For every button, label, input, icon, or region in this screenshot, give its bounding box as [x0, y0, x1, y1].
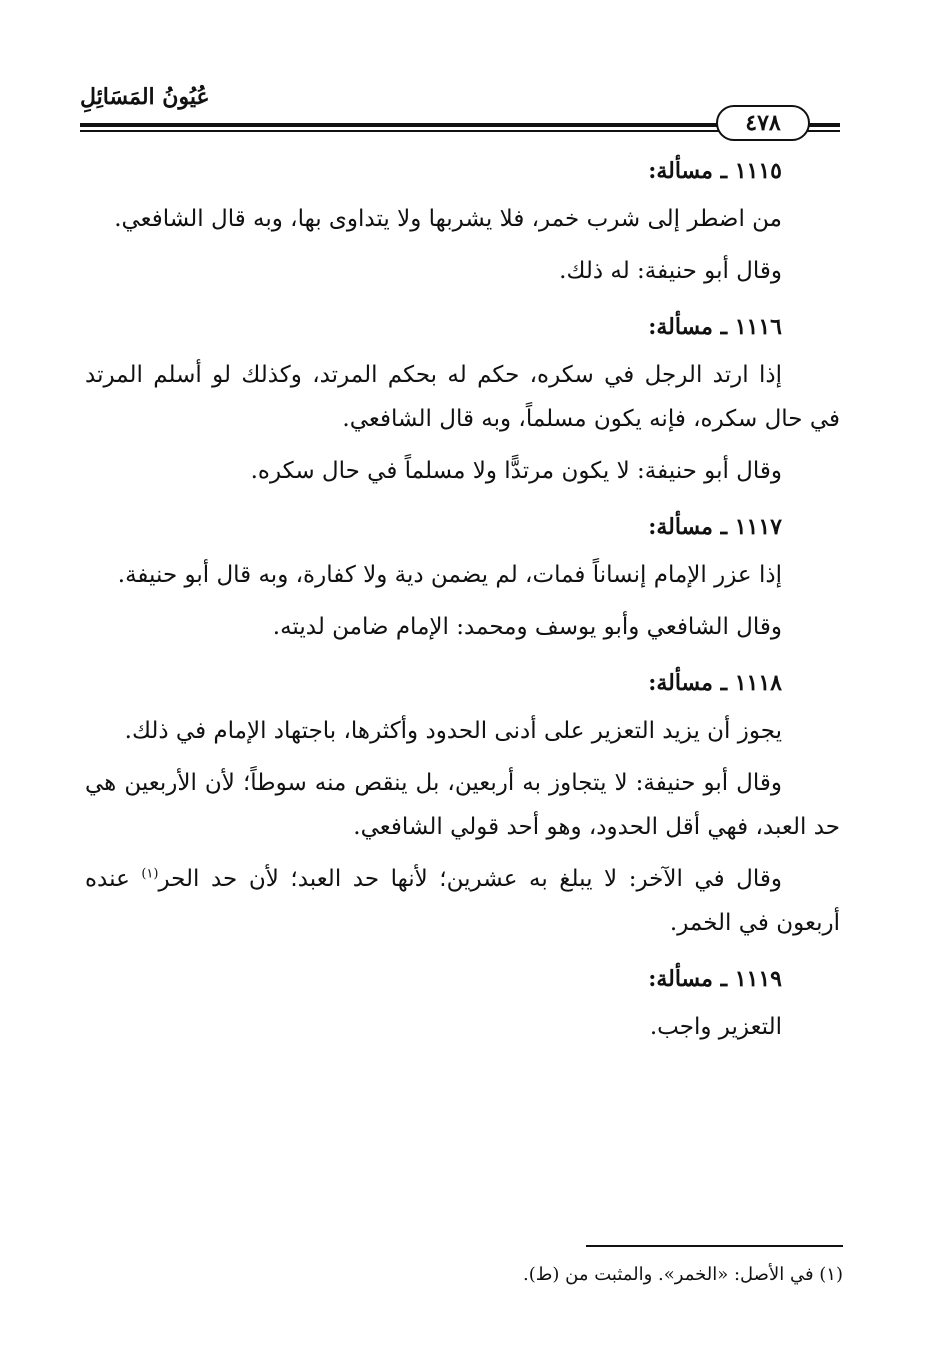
- paragraph: إذا ارتد الرجل في سكره، حكم له بحكم المرتد، وكذلك لو أسلم المرتد في حال سكره، فإنه يكون مسلماً، وبه قال الشافعي.: [85, 362, 840, 432]
- page-number: ٤٧٨: [716, 105, 810, 141]
- main-text: [85, 145, 840, 1057]
- footnote: (١) في الأصل: «الخمر». والمثبت من (ط).: [523, 1264, 843, 1285]
- paragraph: التعزير واجب.: [649, 1014, 782, 1040]
- paragraph-text: وقال في الآخر: لا يبلغ به عشرين؛ لأنها حد العبد؛ لأن حد الحر: [158, 866, 782, 892]
- paragraph: من اضطر إلى شرب خمر، فلا يشربها ولا يتداوى بها، وبه قال الشافعي.: [114, 206, 782, 232]
- footnote-marker[interactable]: (١): [141, 866, 159, 882]
- page-header: [80, 72, 840, 142]
- paragraph: إذا عزر الإمام إنساناً فمات، لم يضمن دية ولا كفارة، وبه قال أبو حنيفة.: [117, 562, 782, 588]
- paragraph: وقال الشافعي وأبو يوسف ومحمد: الإمام ضامن لديته.: [272, 614, 782, 640]
- paragraph: يجوز أن يزيد التعزير على أدنى الحدود وأكثرها، باجتهاد الإمام في ذلك.: [124, 718, 782, 744]
- book-title: عُيُونُ المَسَائِلِ: [80, 84, 210, 110]
- paragraph: [85, 857, 840, 945]
- paragraph: وقال أبو حنيفة: لا يتجاوز به أربعين، بل ينقص منه سوطاً؛ لأن الأربعين هي حد العبد، فهي أقل الحدود، وهو أحد قولي الشافعي.: [85, 770, 840, 840]
- paragraph: وقال أبو حنيفة: له ذلك.: [559, 258, 782, 284]
- paragraph: وقال أبو حنيفة: لا يكون مرتدًّا ولا مسلماً في حال سكره.: [250, 458, 782, 484]
- issue-heading: ١١١٦ ـ مسألة:: [648, 314, 782, 340]
- footnote-separator: [586, 1245, 843, 1247]
- issue-heading: ١١١٩ ـ مسألة:: [648, 966, 782, 992]
- issue-heading: ١١١٧ ـ مسألة:: [648, 514, 782, 540]
- paragraph-text: عنده أربعون في الخمر.: [85, 866, 840, 936]
- issue-heading: ١١١٨ ـ مسألة:: [648, 670, 782, 696]
- issue-heading: ١١١٥ ـ مسألة:: [648, 158, 782, 184]
